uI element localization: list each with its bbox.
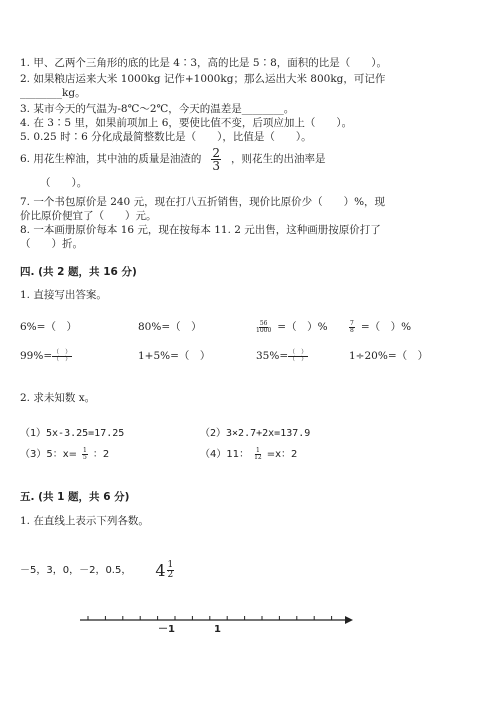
calc-99pct [20, 345, 72, 367]
q3-3-text: 3. 某市今天的气温为-8℃～2℃，今天的温差是________。 [20, 103, 295, 115]
eq4-suffix: =x：2 [266, 448, 298, 460]
numerator: 1 [83, 446, 87, 454]
q3-6-numerator: 2 [212, 145, 220, 160]
calc-7-8 [349, 315, 411, 339]
calc-1-div-20pct: 1÷20%=（ ） [349, 350, 429, 362]
q3-4-text: 4. 在 3∶5 里，如果前项加上 6，要使比值不变，后项应加上（ ）。 [20, 117, 353, 129]
eq3-prefix: （3）5：x= [20, 448, 78, 460]
denominator-blank: （ ） [53, 355, 72, 363]
tick-label-neg1: －1 [158, 624, 175, 635]
denominator: 12 [254, 453, 262, 461]
equation-3 [20, 443, 109, 465]
numbers-list [20, 557, 174, 583]
q3-6-suffix: ，则花生的出油率是 [231, 152, 326, 165]
q3-5-text: 5. 0.25 时∶6 分化成最简整数比是（ ），比值是（ ）。 [20, 131, 312, 143]
denominator: 1000 [256, 326, 272, 334]
q3-6-text [20, 146, 326, 172]
q3-7-text-a: 7. 一个书包原价是 240 元，现在打八五折销售，现价比原价少（ ）%，现 [20, 196, 386, 208]
q3-6-prefix: 6. 用花生榨油，其中油的质量是油渣的 [20, 152, 202, 165]
calc-6pct: 6%=（ ） [20, 321, 77, 333]
fraction-7-8 [349, 321, 355, 334]
q3-2-text-a: 2. 如果粮店运来大米 1000kg 记作+1000kg；那么运出大米 800kg，可记作 [20, 73, 386, 85]
eq4-prefix: （4）11： [200, 448, 250, 460]
fraction-1-5 [82, 448, 88, 461]
section-5-header: 五. (共 1 题，共 6 分) [20, 491, 130, 503]
q5-1-text: 1. 在直线上表示下列各数。 [20, 515, 149, 527]
q4-1-text: 1. 直接写出答案。 [20, 289, 107, 301]
calc-35pct [256, 345, 308, 367]
q3-7-text-b: 价比原价便宜了（ ）元。 [20, 210, 157, 222]
calc-rest: =（ ）% [277, 320, 328, 333]
q3-8-text-a: 8. 一本画册原价每本 16 元，现在按每本 11. 2 元出售，这种画册按原价打了 [20, 224, 381, 236]
blank-fraction [288, 350, 308, 363]
q3-2-text-b: ________kg。 [20, 87, 86, 99]
q4-2-text: 2. 求未知数 x。 [20, 392, 96, 404]
calc-80pct: 80%=（ ） [138, 321, 202, 333]
eq3-suffix: ：2 [92, 448, 110, 460]
equation-4 [200, 443, 297, 465]
fraction-1-12 [254, 448, 262, 461]
calc-prefix: 99%= [20, 349, 53, 362]
numerator-blank: （ ） [289, 348, 308, 356]
numerator: 1 [256, 446, 260, 454]
calc-prefix: 35%= [256, 349, 289, 362]
numerator: 56 [259, 319, 268, 327]
tick-label-pos1: 1 [214, 624, 221, 635]
denominator: 5 [83, 453, 87, 461]
q3-6-fraction [211, 147, 221, 172]
number-line [0, 605, 500, 645]
axis-arrow [345, 616, 353, 624]
numerator: 7 [350, 319, 354, 327]
q3-1-text: 1. 甲、乙两个三角形的底的比是 4∶3，高的比是 5∶8，面积的比是（ ）。 [20, 57, 388, 69]
equation-1: （1）5x-3.25=17.25 [20, 428, 125, 439]
fraction-56-1000 [256, 321, 271, 334]
q3-6-blank: （ ）。 [40, 177, 88, 189]
q3-6-denominator: 3 [212, 158, 220, 173]
blank-fraction [52, 350, 72, 363]
mixed-whole: 4 [155, 560, 166, 580]
q3-8-text-b: （ ）折。 [20, 238, 83, 250]
numbers-text: －5，3，0，－2，0.5， [20, 564, 132, 576]
mixed-numerator: 1 [167, 559, 174, 570]
mixed-fraction [167, 561, 175, 580]
denominator: 8 [350, 326, 354, 334]
denominator-blank: （ ） [289, 355, 308, 363]
equation-2: （2）3×2.7+2x=137.9 [200, 428, 311, 439]
mixed-number [155, 561, 174, 580]
calc-rest: =（ ）% [360, 320, 412, 333]
calc-1-plus-5pct: 1+5%=（ ） [138, 350, 211, 362]
section-4-header: 四. (共 2 题，共 16 分) [20, 266, 137, 278]
numerator-blank: （ ） [53, 348, 72, 356]
mixed-denominator: 2 [167, 569, 174, 580]
calc-56-1000 [256, 315, 328, 339]
